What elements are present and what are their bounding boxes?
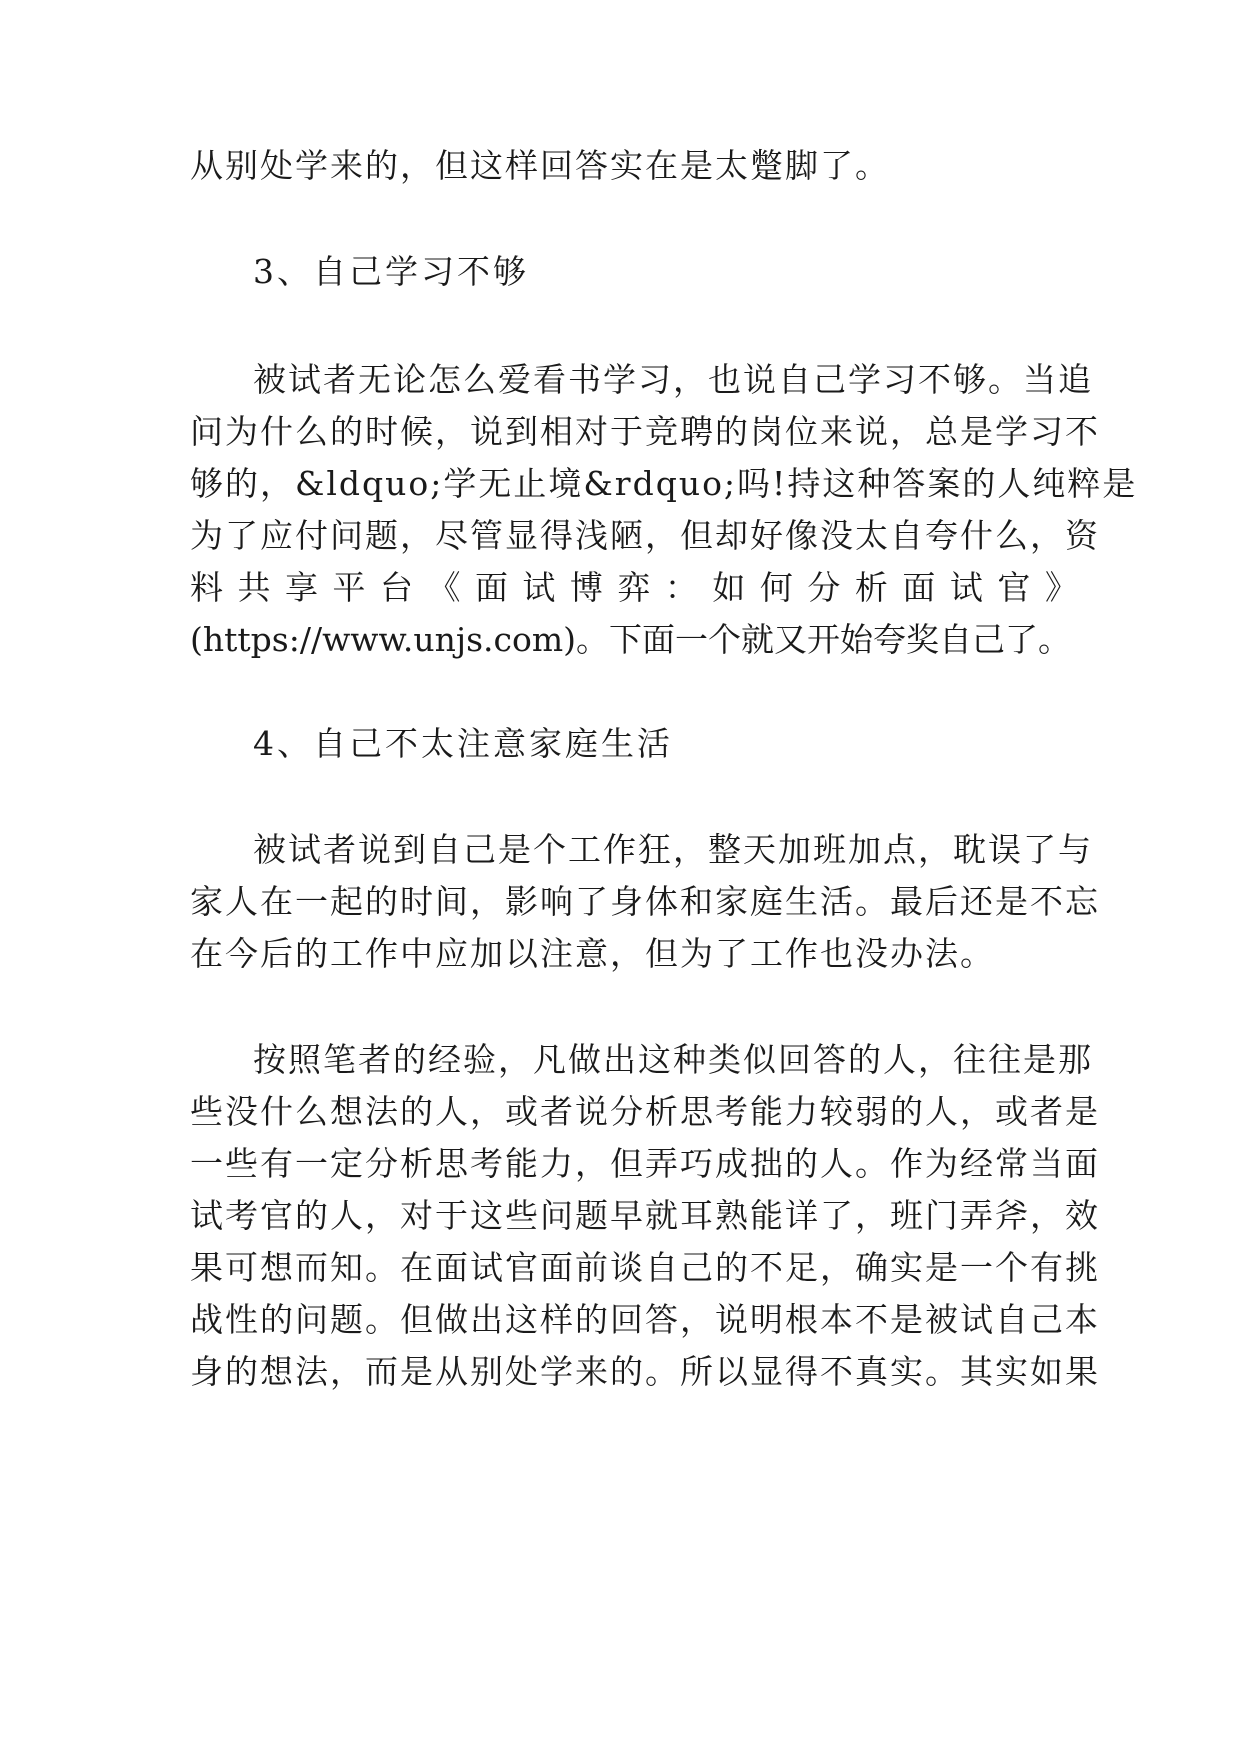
paragraph-line: 身的想法，而是从别处学来的。所以显得不真实。其实如果: [190, 1352, 1100, 1391]
paragraph-line: 在今后的工作中应加以注意，但为了工作也没办法。: [190, 934, 995, 973]
paragraph-line: 些没什么想法的人，或者说分析思考能力较弱的人，或者是: [190, 1092, 1100, 1131]
section-heading-4: 4、自己不太注意家庭生活: [253, 724, 673, 763]
paragraph-line: 家人在一起的时间，影响了身体和家庭生活。最后还是不忘: [190, 882, 1100, 921]
paragraph-line: 果可想而知。在面试官面前谈自己的不足，确实是一个有挑: [190, 1248, 1100, 1287]
paragraph-line: 被试者无论怎么爱看书学习，也说自己学习不够。当追: [253, 360, 1093, 399]
paragraph-line: (https://www.unjs.com)。下面一个就又开始夸奖自己了。: [190, 620, 1072, 659]
paragraph-line: 一些有一定分析思考能力，但弄巧成拙的人。作为经常当面: [190, 1144, 1100, 1183]
paragraph-line: 从别处学来的，但这样回答实在是太蹩脚了。: [190, 146, 890, 185]
paragraph-line: 料 共 享 平 台 《 面 试 博 弈 ： 如 何 分 析 面 试 官 》: [190, 568, 1080, 607]
paragraph-line: 被试者说到自己是个工作狂，整天加班加点，耽误了与: [253, 830, 1093, 869]
section-heading-3: 3、自己学习不够: [253, 252, 529, 291]
paragraph-line: 够的，&ldquo;学无止境&rdquo;吗!持这种答案的人纯粹是: [190, 464, 1138, 503]
paragraph-line: 战性的问题。但做出这样的回答，说明根本不是被试自己本: [190, 1300, 1100, 1339]
paragraph-line: 为了应付问题，尽管显得浅陋，但却好像没太自夸什么，资: [190, 516, 1100, 555]
paragraph-line: 试考官的人，对于这些问题早就耳熟能详了，班门弄斧，效: [190, 1196, 1100, 1235]
paragraph-line: 问为什么的时候，说到相对于竞聘的岗位来说，总是学习不: [190, 412, 1100, 451]
paragraph-line: 按照笔者的经验，凡做出这种类似回答的人，往往是那: [253, 1040, 1093, 1079]
